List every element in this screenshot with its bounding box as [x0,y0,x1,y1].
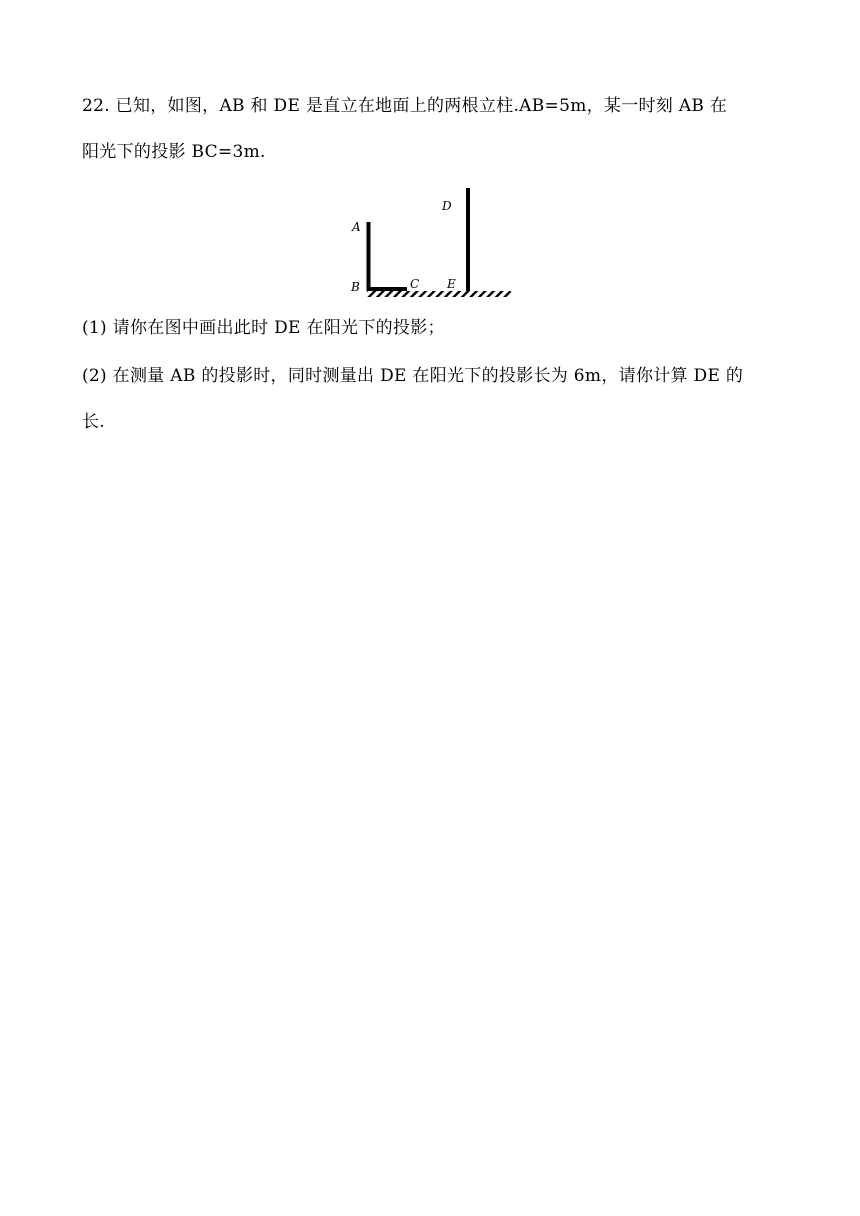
problem-statement-line-2: 阳光下的投影 BC=3m. [82,142,266,162]
problem-statement-line-1: 22. 已知，如图，AB 和 DE 是直立在地面上的两根立柱.AB=5m，某一时刻 AB 在 [82,96,728,116]
question-1: (1) 请你在图中画出此时 DE 在阳光下的投影； [82,318,445,338]
label-c: C [410,277,420,291]
label-a: A [352,220,361,234]
label-d: D [442,199,452,213]
ground-hatching [367,291,511,297]
label-e: E [447,277,456,291]
pillar-shadow-figure [340,180,520,304]
question-2-line-1: (2) 在测量 AB 的投影时，同时测量出 DE 在阳光下的投影长为 6m，请你计算 DE 的 [82,366,744,386]
figure-svg [340,180,520,304]
label-b: B [351,280,360,294]
question-2-line-2: 长. [82,412,106,432]
